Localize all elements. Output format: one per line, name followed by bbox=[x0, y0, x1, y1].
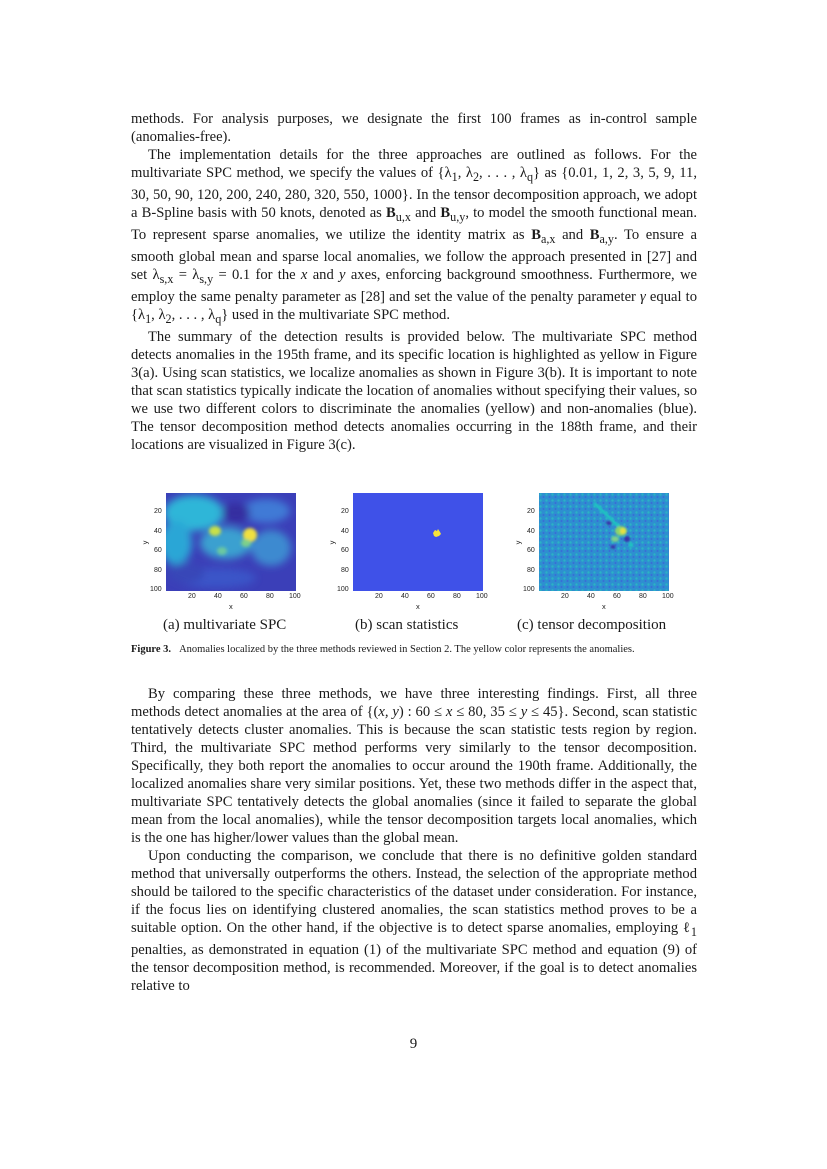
subcaption-a: (a) multivariate SPC bbox=[163, 617, 287, 633]
xtick-20: 20 bbox=[561, 593, 569, 600]
xtick-20: 20 bbox=[375, 593, 383, 600]
xtick-100: 100 bbox=[662, 593, 674, 600]
ytick-100: 100 bbox=[150, 586, 162, 593]
ytick-80: 80 bbox=[341, 567, 349, 574]
body-text-bottom bbox=[131, 685, 697, 995]
paragraph-4: By comparing these three methods, we have three interesting findings. First, all three methods detect anomalies at the area of {(x, y) : 60 ≤ x ≤ 80, 35 ≤ y ≤ 45}. Second, scan statistic tentatively detects cluster anomalies. This is because the scan statistic tests region by region. Third, the multivariate SPC method performs very similarly to the tensor decomposition. Specifically, they both report the anomalies to occur around the 190th frame. Additionally, the localized anomalies share very similar positions. Yet, these two methods differ in the aspect that, multivariate SPC tentatively detects the global anomalies (since it failed to separate the global mean from the local anomalies), while the tensor decomposition targets local anomalies, which is the one has higher/lower values than the global mean. bbox=[131, 686, 697, 846]
paragraph-3: The summary of the detection results is provided below. The multivariate SPC method detects anomalies in the 195th frame, and its specific location is highlighted as yellow in Figure 3(a). Using scan statistics, we localize anomalies as shown in Figure 3(b). It is important to note that scan statistics typically indicate the location of anomalies without specifying their values, so we use two different colors to discriminate the anomalies (yellow) and non-anomalies (blue). The tensor decomposition method detects anomalies occurring in the 188th frame, and their locations are visualized in Figure 3(c). bbox=[131, 328, 697, 453]
heatmap-multivariate-spc bbox=[166, 493, 296, 591]
ytick-80: 80 bbox=[154, 567, 162, 574]
xtick-60: 60 bbox=[613, 593, 621, 600]
ytick-80: 80 bbox=[527, 567, 535, 574]
ytick-20: 20 bbox=[154, 508, 162, 515]
xtick-100: 100 bbox=[289, 593, 301, 600]
ytick-60: 60 bbox=[527, 547, 535, 554]
xtick-40: 40 bbox=[214, 593, 222, 600]
x-axis-label: x bbox=[602, 602, 606, 611]
ytick-20: 20 bbox=[527, 508, 535, 515]
ytick-40: 40 bbox=[527, 528, 535, 535]
ytick-40: 40 bbox=[154, 528, 162, 535]
y-axis-label: y bbox=[513, 540, 523, 545]
page-number: 9 bbox=[409, 1036, 418, 1052]
subcaption-c: (c) tensor decomposition bbox=[517, 617, 667, 633]
ytick-100: 100 bbox=[523, 586, 535, 593]
figure-caption-text: Anomalies localized by the three methods reviewed in Section 2. The yellow color represents the anomalies. bbox=[179, 644, 635, 655]
xtick-80: 80 bbox=[266, 593, 274, 600]
xtick-40: 40 bbox=[587, 593, 595, 600]
figure-caption-label: Figure 3. bbox=[131, 644, 172, 655]
figure-caption bbox=[131, 643, 697, 657]
x-axis-label: x bbox=[229, 602, 233, 611]
ytick-60: 60 bbox=[341, 547, 349, 554]
ytick-60: 60 bbox=[154, 547, 162, 554]
paragraph-2: The implementation details for the three approaches are outlined as follows. For the multivariate SPC method, we specify the values of {$\lambda_1$, $\lambda_2$, . . . , $\lambda_q$} as {0.01, 1, 2, 3, 5, 9, 11, 30, 50, 90, 120, 200, 240, 280, 320, 550, 1000}. In the tensor decomposition approach, we adopt a B-Spline basis with 50 knots, denoted as $B_{u,x}$ and $B_{u,y}$, to model the smooth functional mean. To represent sparse anomalies, we utilize the identity matrix as $B_{a,x}$ and $B_{a,y}$. To ensure a smooth global mean and sparse local anomalies, we follow the approach presented in [27] and set $\lambda_{s,x} = \lambda_{s,y} = 0.1$ for the x and y axes, enforcing background smoothness. Furthermore, we employ the same penalty parameter as [28] and set the value of the penalty parameter γ equal to {$\lambda_1$, $\lambda_2$, . . . , $\lambda_q$} used in the multivariate SPC method. bbox=[131, 147, 697, 326]
subcaption-b: (b) scan statistics bbox=[355, 617, 459, 633]
xtick-60: 60 bbox=[427, 593, 435, 600]
ytick-100: 100 bbox=[337, 586, 349, 593]
xtick-20: 20 bbox=[188, 593, 196, 600]
x-axis-label: x bbox=[416, 602, 420, 611]
paragraph-1: methods. For analysis purposes, we designate the first 100 frames as in-control sample (anomalies-free). bbox=[131, 111, 697, 145]
heatmap-tensor-decomposition bbox=[539, 493, 669, 591]
y-axis-label: y bbox=[140, 540, 150, 545]
body-text-top bbox=[131, 110, 697, 454]
ytick-20: 20 bbox=[341, 508, 349, 515]
heatmap-scan-statistics bbox=[353, 493, 483, 591]
xtick-60: 60 bbox=[240, 593, 248, 600]
xtick-40: 40 bbox=[401, 593, 409, 600]
xtick-80: 80 bbox=[453, 593, 461, 600]
xtick-80: 80 bbox=[639, 593, 647, 600]
ytick-40: 40 bbox=[341, 528, 349, 535]
y-axis-label: y bbox=[327, 540, 337, 545]
xtick-100: 100 bbox=[476, 593, 488, 600]
paragraph-5: Upon conducting the comparison, we conclude that there is no definitive golden standard method that universally outperforms the others. Instead, the selection of the appropriate method should be tailored to the specific characteristics of the dataset under consideration. For instance, if the focus lies on identifying clustered anomalies, the scan statistics method proves to be a suitable option. On the other hand, if the objective is to detect sparse anomalies, employing ℓ$_1$ penalties, as demonstrated in equation (1) of the multivariate SPC method and equation (9) of the tensor decomposition method, is recommended. Moreover, if the goal is to detect anomalies relative to bbox=[131, 848, 697, 994]
